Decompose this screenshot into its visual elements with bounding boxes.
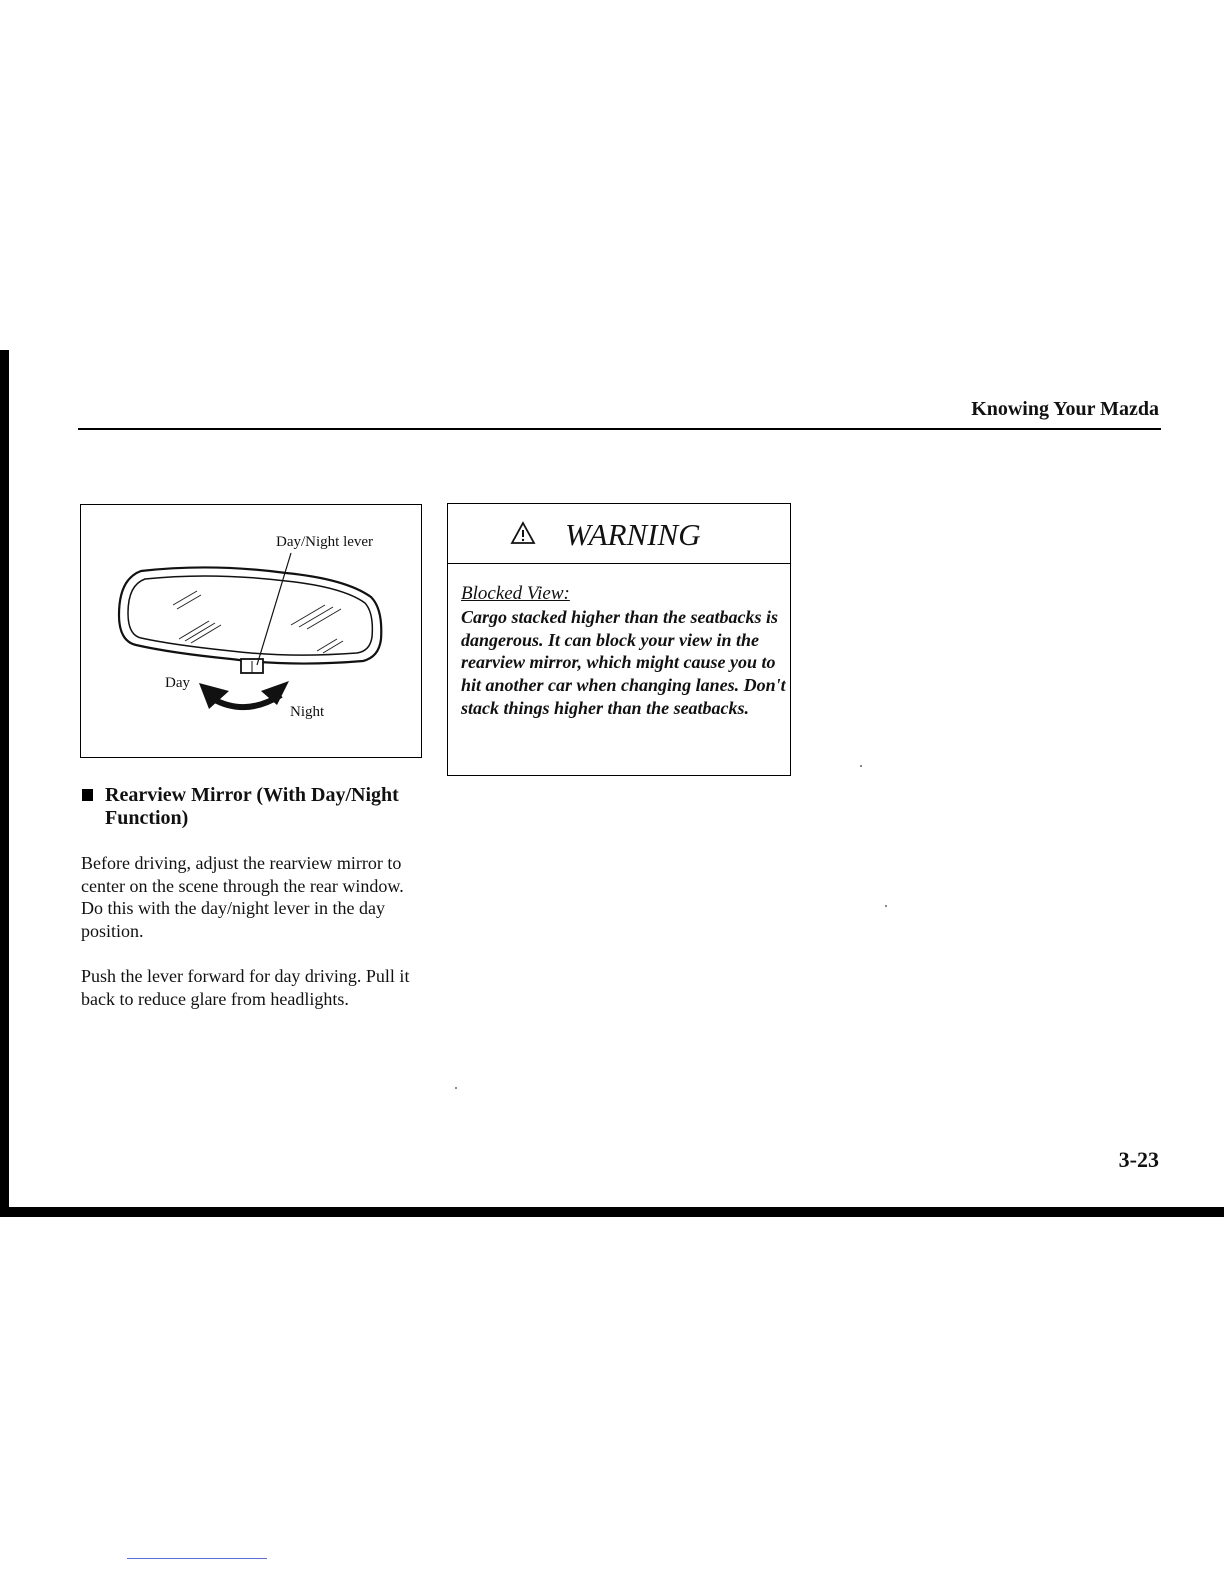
night-label: Night (290, 704, 325, 720)
bottom-bar (0, 1207, 1224, 1217)
warning-title: WARNING (565, 517, 701, 552)
warning-subtitle: Blocked View: (461, 583, 570, 604)
mirror-figure (80, 504, 422, 758)
section-heading (82, 784, 422, 830)
section-heading-text: Rearview Mirror (With Day/Night Function) (105, 784, 399, 829)
header-rule (78, 428, 1161, 430)
warning-triangle-icon (510, 521, 536, 545)
body-paragraph-1: Before driving, adjust the rearview mirror to center on the scene through the rear window. Do this with the day/night lever in the day position. (81, 853, 404, 941)
scan-speck (860, 765, 862, 767)
left-edge-bar (0, 350, 9, 1216)
mirror-frame (119, 567, 381, 663)
scan-speck (455, 1087, 457, 1089)
page-number: 3-23 (1118, 1147, 1159, 1172)
body-paragraph-2: Push the lever forward for day driving. Pull it back to reduce glare from headlights. (81, 966, 410, 1009)
glare-hatching (173, 591, 343, 653)
page-header-title: Knowing Your Mazda (971, 398, 1159, 420)
warning-box (447, 503, 791, 776)
warning-header (448, 504, 790, 564)
footer-link-line (127, 1558, 267, 1559)
mirror-glass (128, 576, 372, 655)
scan-speck (885, 905, 887, 907)
lever-label: Day/Night lever (276, 534, 374, 550)
bullet-square-icon (82, 789, 93, 801)
warning-body: Cargo stacked higher than the seatbacks is dangerous. It can block your view in the rearview mirror, which might cause you to hit another car when changing lanes. Don't stack things higher than the seatbacks. (461, 607, 786, 718)
day-label: Day (165, 675, 190, 691)
